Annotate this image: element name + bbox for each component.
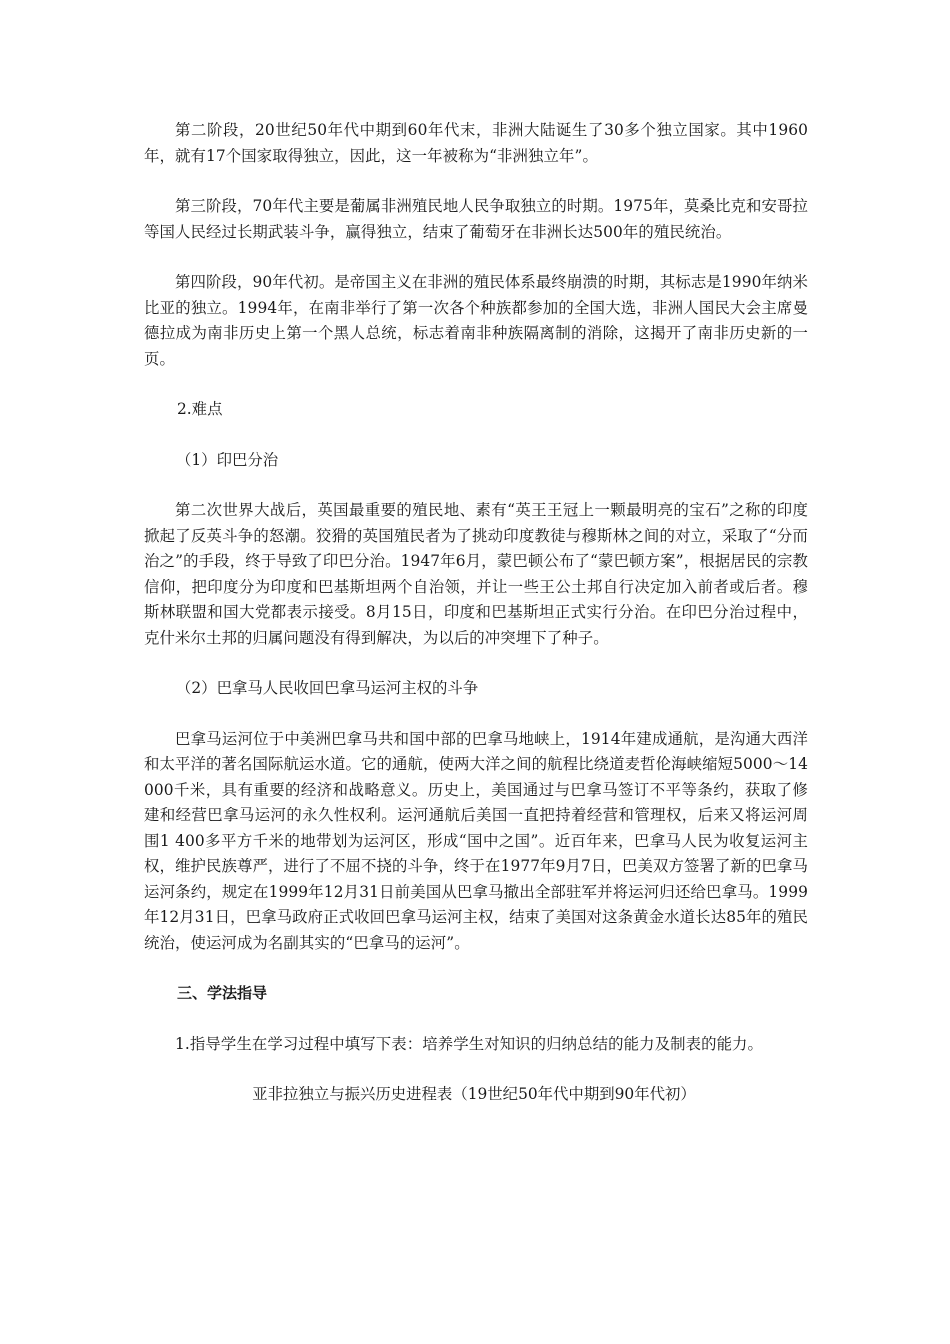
section-heading-study-guide: 三、学法指导	[177, 984, 268, 1002]
paragraph-stage2: 第二阶段，20世纪50年代中期到60年代末，非洲大陆诞生了30多个独立国家。其中1960年，就有17个国家取得独立，因此，这一年被称为“非洲独立年”。	[144, 121, 808, 165]
document-page	[144, 118, 808, 1108]
heading-panama-struggle: （2）巴拿马人民收回巴拿马运河主权的斗争	[176, 679, 479, 697]
table-title: 亚非拉独立与振兴历史进程表（19世纪50年代中期到90年代初）	[252, 1085, 696, 1103]
paragraph-panama: 巴拿马运河位于中美洲巴拿马共和国中部的巴拿马地峡上，1914年建成通航，是沟通大西洋和太平洋的著名国际航运水道。它的通航，使两大洋之间的航程比绕道麦哲伦海峡缩短5000～14 000千米，具有重要的经济和战略意义。历史上，美国通过与巴拿马签订不平等条约，获取了修建和经营巴拿马运河的永久性权利。运河通航后美国一直把持着经营和管理权，后来又将运河周围1 400多平方千米的地带划为运河区，形成“国中之国”。近百年来，巴拿马人民为收复运河主权，维护民族尊严，进行了不屈不挠的斗争，终于在1977年9月7日，巴美双方签署了新的巴拿马运河条约，规定在1999年12月31日前美国从巴拿马撤出全部驻军并将运河归还给巴拿马。1999年12月31日，巴拿马政府正式收回巴拿马运河主权，结束了美国对这条黄金水道长达85年的殖民统治，使运河成为名副其实的“巴拿马的运河”。	[144, 729, 808, 952]
paragraph-india: 第二次世界大战后，英国最重要的殖民地、素有“英王王冠上一颗最明亮的宝石”之称的印度掀起了反英斗争的怒潮。狡猾的英国殖民者为了挑动印度教徒与穆斯林之间的对立，采取了“分而治之”的手段，终于导致了印巴分治。1947年6月，蒙巴顿公布了“蒙巴顿方案”，根据居民的宗教信仰，把印度分为印度和巴基斯坦两个自治领，并让一些王公土邦自行决定加入前者或后者。穆斯林联盟和国大党都表示接受。8月15日，印度和巴基斯坦正式实行分治。在印巴分治过程中，克什米尔土邦的归属问题没有得到解决，为以后的冲突埋下了种子。	[144, 501, 808, 647]
paragraph-stage4: 第四阶段，90年代初。是帝国主义在非洲的殖民体系最终崩溃的时期，其标志是1990年纳米比亚的独立。1994年，在南非举行了第一次各个种族都参加的全国大选，非洲人国民大会主席曼德拉成为南非历史上第一个黑人总统，标志着南非种族隔离制的消除，这揭开了南非历史新的一页。	[144, 273, 808, 368]
heading-difficulty: 2.难点	[177, 400, 223, 418]
paragraph-stage3: 第三阶段，70年代主要是葡属非洲殖民地人民争取独立的时期。1975年，莫桑比克和安哥拉等国人民经过长期武装斗争，赢得独立，结束了葡萄牙在非洲长达500年的殖民统治。	[144, 197, 808, 241]
heading-india-partition: （1）印巴分治	[176, 450, 279, 469]
paragraph-guide1: 1.指导学生在学习过程中填写下表：培养学生对知识的归纳总结的能力及制表的能力。	[175, 1034, 764, 1053]
